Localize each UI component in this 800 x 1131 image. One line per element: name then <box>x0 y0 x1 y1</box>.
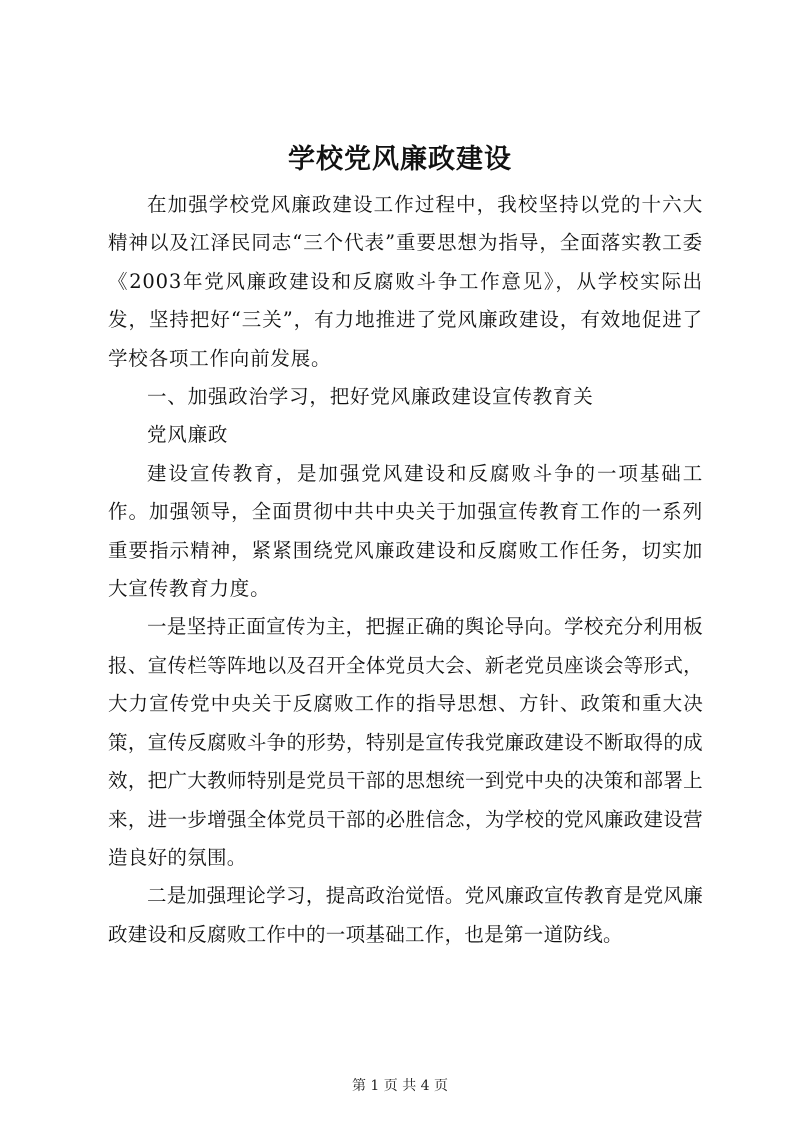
paragraph-positive-publicity: 一是坚持正面宣传为主，把握正确的舆论导向。学校充分利用板报、宣传栏等阵地以及召开全体党员大会、新老党员座谈会等形式，大力宣传党中央关于反腐败工作的指导思想、方针、政策和重大决策，宣传反腐败斗争的形势，特别是宣传我党廉政建设不断取得的成效，把广大教师特别是党员干部的思想统一到党中央的决策和部署上来，进一步增强全体党员干部的必胜信念，为学校的党风廉政建设营造良好的氛围。 <box>108 615 703 869</box>
document-body <box>108 186 703 954</box>
section-heading-1: 一、加强政治学习，把好党风廉政建设宣传教育关 <box>147 385 594 409</box>
paragraph-theory-study: 二是加强理论学习，提高政治觉悟。党风廉政宣传教育是党风廉政建设和反腐败工作中的一项基础工作，也是第一道防线。 <box>108 884 703 946</box>
paragraph-intro: 在加强学校党风廉政建设工作过程中，我校坚持以党的十六大精神以及江泽民同志“三个代表”重要思想为指导，全面落实教工委《2003年党风廉政建设和反腐败斗争工作意见》，从学校实际出发，坚持把好“三关”，有力地推进了党风廉政建设，有效地促进了学校各项工作向前发展。 <box>108 193 703 370</box>
document-title: 学校党风廉政建设 <box>288 144 512 175</box>
page-number-footer: 第 1 页 共 4 页 <box>351 1078 449 1094</box>
paragraph-publicity-education: 建设宣传教育，是加强党风建设和反腐败斗争的一项基础工作。加强领导，全面贯彻中共中央关于加强宣传教育工作的一系列重要指示精神，紧紧围绕党风廉政建设和反腐败工作任务，切实加大宣传教育力度。 <box>108 461 703 601</box>
paragraph-fragment: 党风廉政 <box>147 423 229 447</box>
